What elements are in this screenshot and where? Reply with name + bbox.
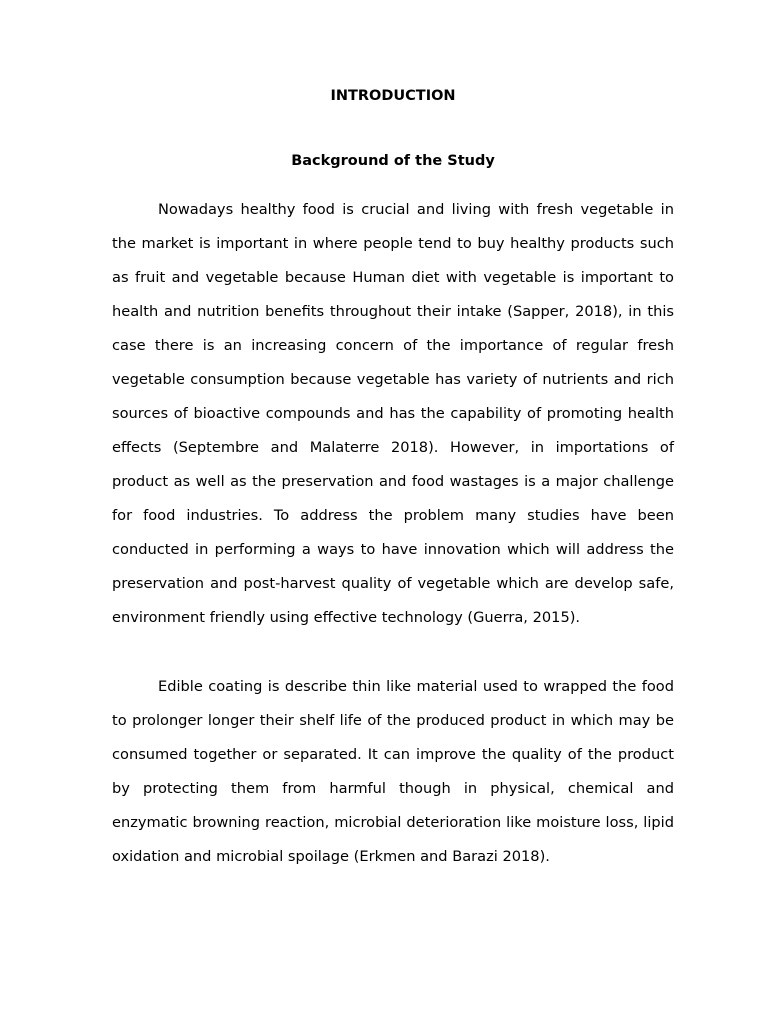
page-title: INTRODUCTION — [330, 88, 456, 104]
paragraph-1: Nowadays healthy food is crucial and living with fresh vegetable in the market is important in where people tend to buy healthy products such as fruit and vegetable because Human diet with vegetable is important to health and nutrition benefits throughout their intake (Sapper, 2018), in this case there is an increasing concern of the importance of regular fresh vegetable consumption because vegetable has variety of nutrients and rich sources of bioactive compounds and has the capability of promoting health effects (Septembre and Malaterre 2018). However, in importations of product as well as the preservation and food wastages is a major challenge for food industries. To address the problem many studies have been conducted in performing a ways to have innovation which will address the preservation and post-harvest quality of vegetable which are develop safe, environment friendly using effective technology (Guerra, 2015). — [112, 201, 674, 626]
section-heading: Background of the Study — [291, 153, 495, 169]
paragraph-2: Edible coating is describe thin like material used to wrapped the food to prolonger longer their shelf life of the produced product in which may be consumed together or separated. It can improve the quality of the product by protecting them from harmful though in physical, chemical and enzymatic browning reaction, microbial deterioration like moisture loss, lipid oxidation and microbial spoilage (Erkmen and Barazi 2018). — [112, 678, 674, 865]
